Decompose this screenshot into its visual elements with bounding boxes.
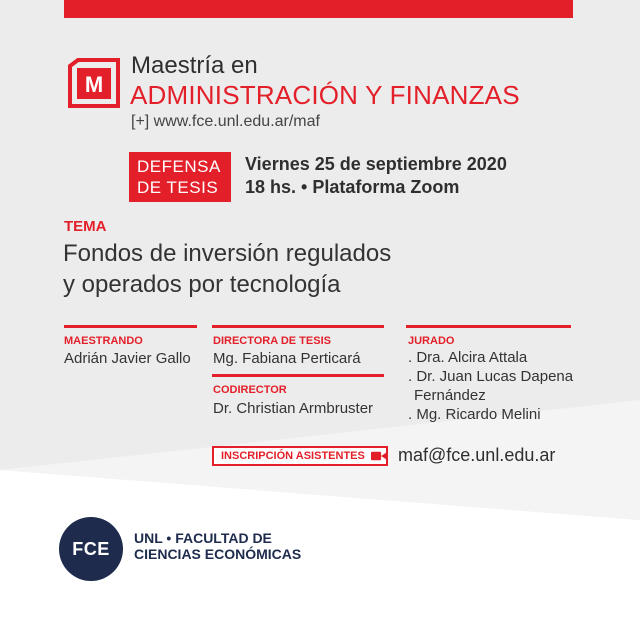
program-title-line1: Maestría en <box>131 52 258 79</box>
jurado-label: JURADO <box>408 335 455 347</box>
defensa-badge <box>129 152 231 202</box>
directora-name: Mg. Fabiana Perticará <box>213 350 361 367</box>
contact-email-link[interactable]: maf@fce.unl.edu.ar <box>398 445 556 465</box>
directora-label: DIRECTORA DE TESIS <box>213 335 331 347</box>
tema-title-line1: Fondos de inversión regulados <box>63 240 392 267</box>
event-time-place: 18 hs. • Plataforma Zoom <box>245 177 460 197</box>
event-date: Viernes 25 de septiembre 2020 <box>245 154 507 174</box>
maestrando-label: MAESTRANDO <box>64 335 143 347</box>
maestrando-name: Adrián Javier Gallo <box>64 350 191 367</box>
jurado-member-continuation: Fernández <box>414 387 486 404</box>
codirector-rule <box>212 374 384 377</box>
tema-title <box>63 238 391 300</box>
jurado-member: . Dr. Juan Lucas Dapena <box>408 368 574 385</box>
directora-rule <box>212 325 384 328</box>
inscripcion-label: INSCRIPCIÓN ASISTENTES <box>221 450 365 462</box>
inscripcion-button[interactable] <box>212 446 388 466</box>
maestrando-rule <box>64 325 197 328</box>
program-title-line2: ADMINISTRACIÓN Y FINANZAS <box>130 80 520 110</box>
codirector-label: CODIRECTOR <box>213 384 287 396</box>
video-camera-icon <box>371 451 386 461</box>
jurado-rule <box>406 325 571 328</box>
top-accent-bar <box>64 0 573 18</box>
jurado-member: . Dra. Alcira Attala <box>408 349 528 366</box>
program-url-link[interactable]: [+] www.fce.unl.edu.ar/maf <box>131 113 320 130</box>
logo-letter: M <box>84 72 104 97</box>
defensa-badge-line1: DEFENSA <box>137 157 221 176</box>
faculty-name-line2: CIENCIAS ECONÓMICAS <box>134 546 302 562</box>
tema-label: TEMA <box>64 218 107 235</box>
tema-title-line2: y operados por tecnología <box>63 271 341 298</box>
jurado-list <box>408 348 573 424</box>
codirector-name: Dr. Christian Armbruster <box>213 400 374 417</box>
fce-logo: FCE <box>59 517 123 581</box>
jurado-member: . Mg. Ricardo Melini <box>408 406 541 423</box>
faculty-name-line1: UNL • FACULTAD DE <box>134 530 272 546</box>
maestria-logo-icon <box>68 58 120 108</box>
defensa-badge-line2: DE TESIS <box>137 178 219 197</box>
